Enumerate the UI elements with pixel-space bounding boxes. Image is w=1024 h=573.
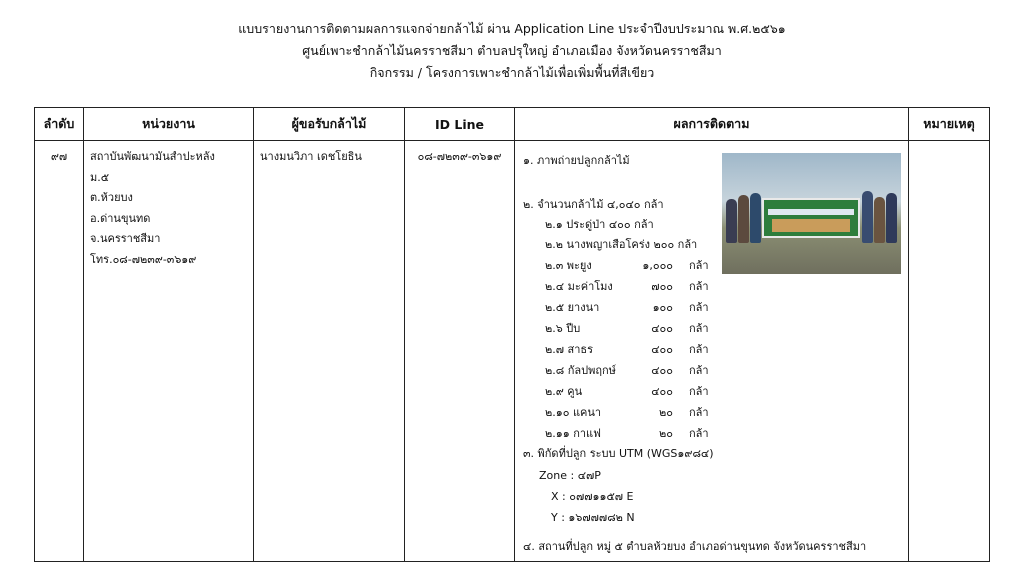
seedling-name: ๒.๓ พะยูง	[545, 259, 592, 272]
report-title: แบบรายงานการติดตามผลการแจกจ่ายกล้าไม้ ผ่าน Application Line ประจำปีงบประมาณ พ.ศ.๒๕๖๑	[238, 21, 786, 36]
seedling-item	[545, 363, 709, 379]
photo-heading: ๑. ภาพถ่ายปลูกกล้าไม้	[523, 154, 630, 167]
seedling-name: ๒.๔ มะค่าโมง	[545, 280, 613, 293]
col-header-order: ลำดับ	[35, 108, 84, 141]
quantity-heading: ๒. จำนวนกล้าไม้ ๔,๐๔๐ กล้า	[523, 198, 664, 211]
seedling-count: ๑,๐๐๐	[642, 259, 673, 272]
seedling-unit: กล้า	[689, 301, 709, 314]
seedling-item	[545, 384, 709, 400]
col-header-remark: หมายเหตุ	[909, 108, 990, 141]
seedling-item	[545, 426, 709, 442]
seedling-item: ๒.๑ ประดู่ป่า ๔๐๐ กล้า	[545, 218, 654, 231]
planting-location: ๔. สถานที่ปลูก หมู่ ๕ ตำบลห้วยบง อำเภอด่านขุนทด จังหวัดนครราชสีมา	[523, 540, 867, 553]
seedling-name: ๒.๙ คูน	[545, 385, 583, 398]
remark-cell	[909, 141, 990, 562]
banner-image	[762, 198, 860, 238]
seedling-count: ๒๐	[659, 406, 673, 419]
seedling-unit: กล้า	[689, 322, 709, 335]
seedling-name: ๒.๑๐ แคนา	[545, 406, 602, 419]
report-table	[34, 107, 990, 562]
utm-zone: Zone : ๔๗P	[539, 469, 601, 482]
seedling-unit: กล้า	[689, 364, 709, 377]
utm-y: Y : ๑๖๗๗๗๘๒ N	[551, 511, 635, 524]
seedling-count: ๑๐๐	[652, 301, 673, 314]
seedling-count: ๒๐	[659, 427, 673, 440]
id-line-value: ๐๘-๗๒๓๙-๓๖๑๙	[417, 150, 502, 163]
col-header-id-line: ID Line	[405, 108, 515, 141]
agency-name: สถาบันพัฒนามันสำปะหลัง	[90, 150, 215, 163]
table-header-row	[35, 108, 990, 141]
seedling-count: ๔๐๐	[651, 385, 673, 398]
requester-name: นางมนวิภา เดชโยธิน	[260, 150, 362, 163]
col-header-agency: หน่วยงาน	[84, 108, 254, 141]
seedling-item: ๒.๒ นางพญาเสือโคร่ง ๒๐๐ กล้า	[545, 238, 698, 251]
report-header	[0, 18, 1024, 84]
seedling-item	[545, 405, 709, 421]
utm-heading: ๓. พิกัดที่ปลูก ระบบ UTM (WGS๑๙๘๔)	[523, 447, 714, 460]
seedling-unit: กล้า	[689, 406, 709, 419]
seedling-count: ๔๐๐	[651, 322, 673, 335]
seedling-unit: กล้า	[689, 427, 709, 440]
seedling-unit: กล้า	[689, 280, 709, 293]
seedling-name: ๒.๗ สาธร	[545, 343, 594, 356]
seedling-item	[545, 321, 709, 337]
seedling-unit: กล้า	[689, 343, 709, 356]
col-header-requester: ผู้ขอรับกล้าไม้	[254, 108, 405, 141]
seedling-item	[545, 279, 709, 295]
seedling-item	[545, 342, 709, 358]
agency-phone: โทร.๐๘-๗๒๓๙-๓๖๑๙	[90, 252, 197, 266]
seedling-name: ๒.๖ ปีบ	[545, 322, 581, 335]
seedling-unit: กล้า	[689, 385, 709, 398]
requester-cell	[254, 141, 405, 562]
agency-district: อ.ด่านขุนทด	[90, 211, 151, 225]
seedling-count: ๗๐๐	[651, 280, 673, 293]
report-subtitle-center: ศูนย์เพาะชำกล้าไม้นครราชสีมา ตำบลปรุใหญ่ อำเภอเมือง จังหวัดนครราชสีมา	[302, 43, 722, 58]
order-cell: ๙๗	[35, 141, 84, 562]
table-row	[35, 141, 990, 562]
seedling-name: ๒.๕ ยางนา	[545, 301, 600, 314]
results-cell	[515, 141, 909, 562]
seedling-unit: กล้า	[689, 259, 709, 272]
report-subtitle-activity: กิจกรรม / โครงการเพาะชำกล้าไม้เพื่อเพิ่มพื้นที่สีเขียว	[369, 65, 655, 80]
agency-province: จ.นครราชสีมา	[90, 232, 161, 245]
utm-x: X : ๐๗๗๑๑๕๗ E	[551, 490, 634, 503]
col-header-results: ผลการติดตาม	[515, 108, 909, 141]
seedling-name: ๒.๘ กัลปพฤกษ์	[545, 364, 616, 377]
seedling-item	[545, 258, 709, 274]
agency-cell	[84, 141, 254, 562]
agency-village: ม.๕	[90, 170, 110, 184]
seedling-count: ๔๐๐	[651, 343, 673, 356]
seedling-name: ๒.๑๑ กาแฟ	[545, 427, 601, 440]
seedling-item	[545, 300, 709, 316]
seedling-count: ๔๐๐	[651, 364, 673, 377]
id-line-cell	[405, 141, 515, 562]
agency-subdistrict: ต.ห้วยบง	[90, 191, 133, 204]
planting-photo	[722, 153, 901, 274]
